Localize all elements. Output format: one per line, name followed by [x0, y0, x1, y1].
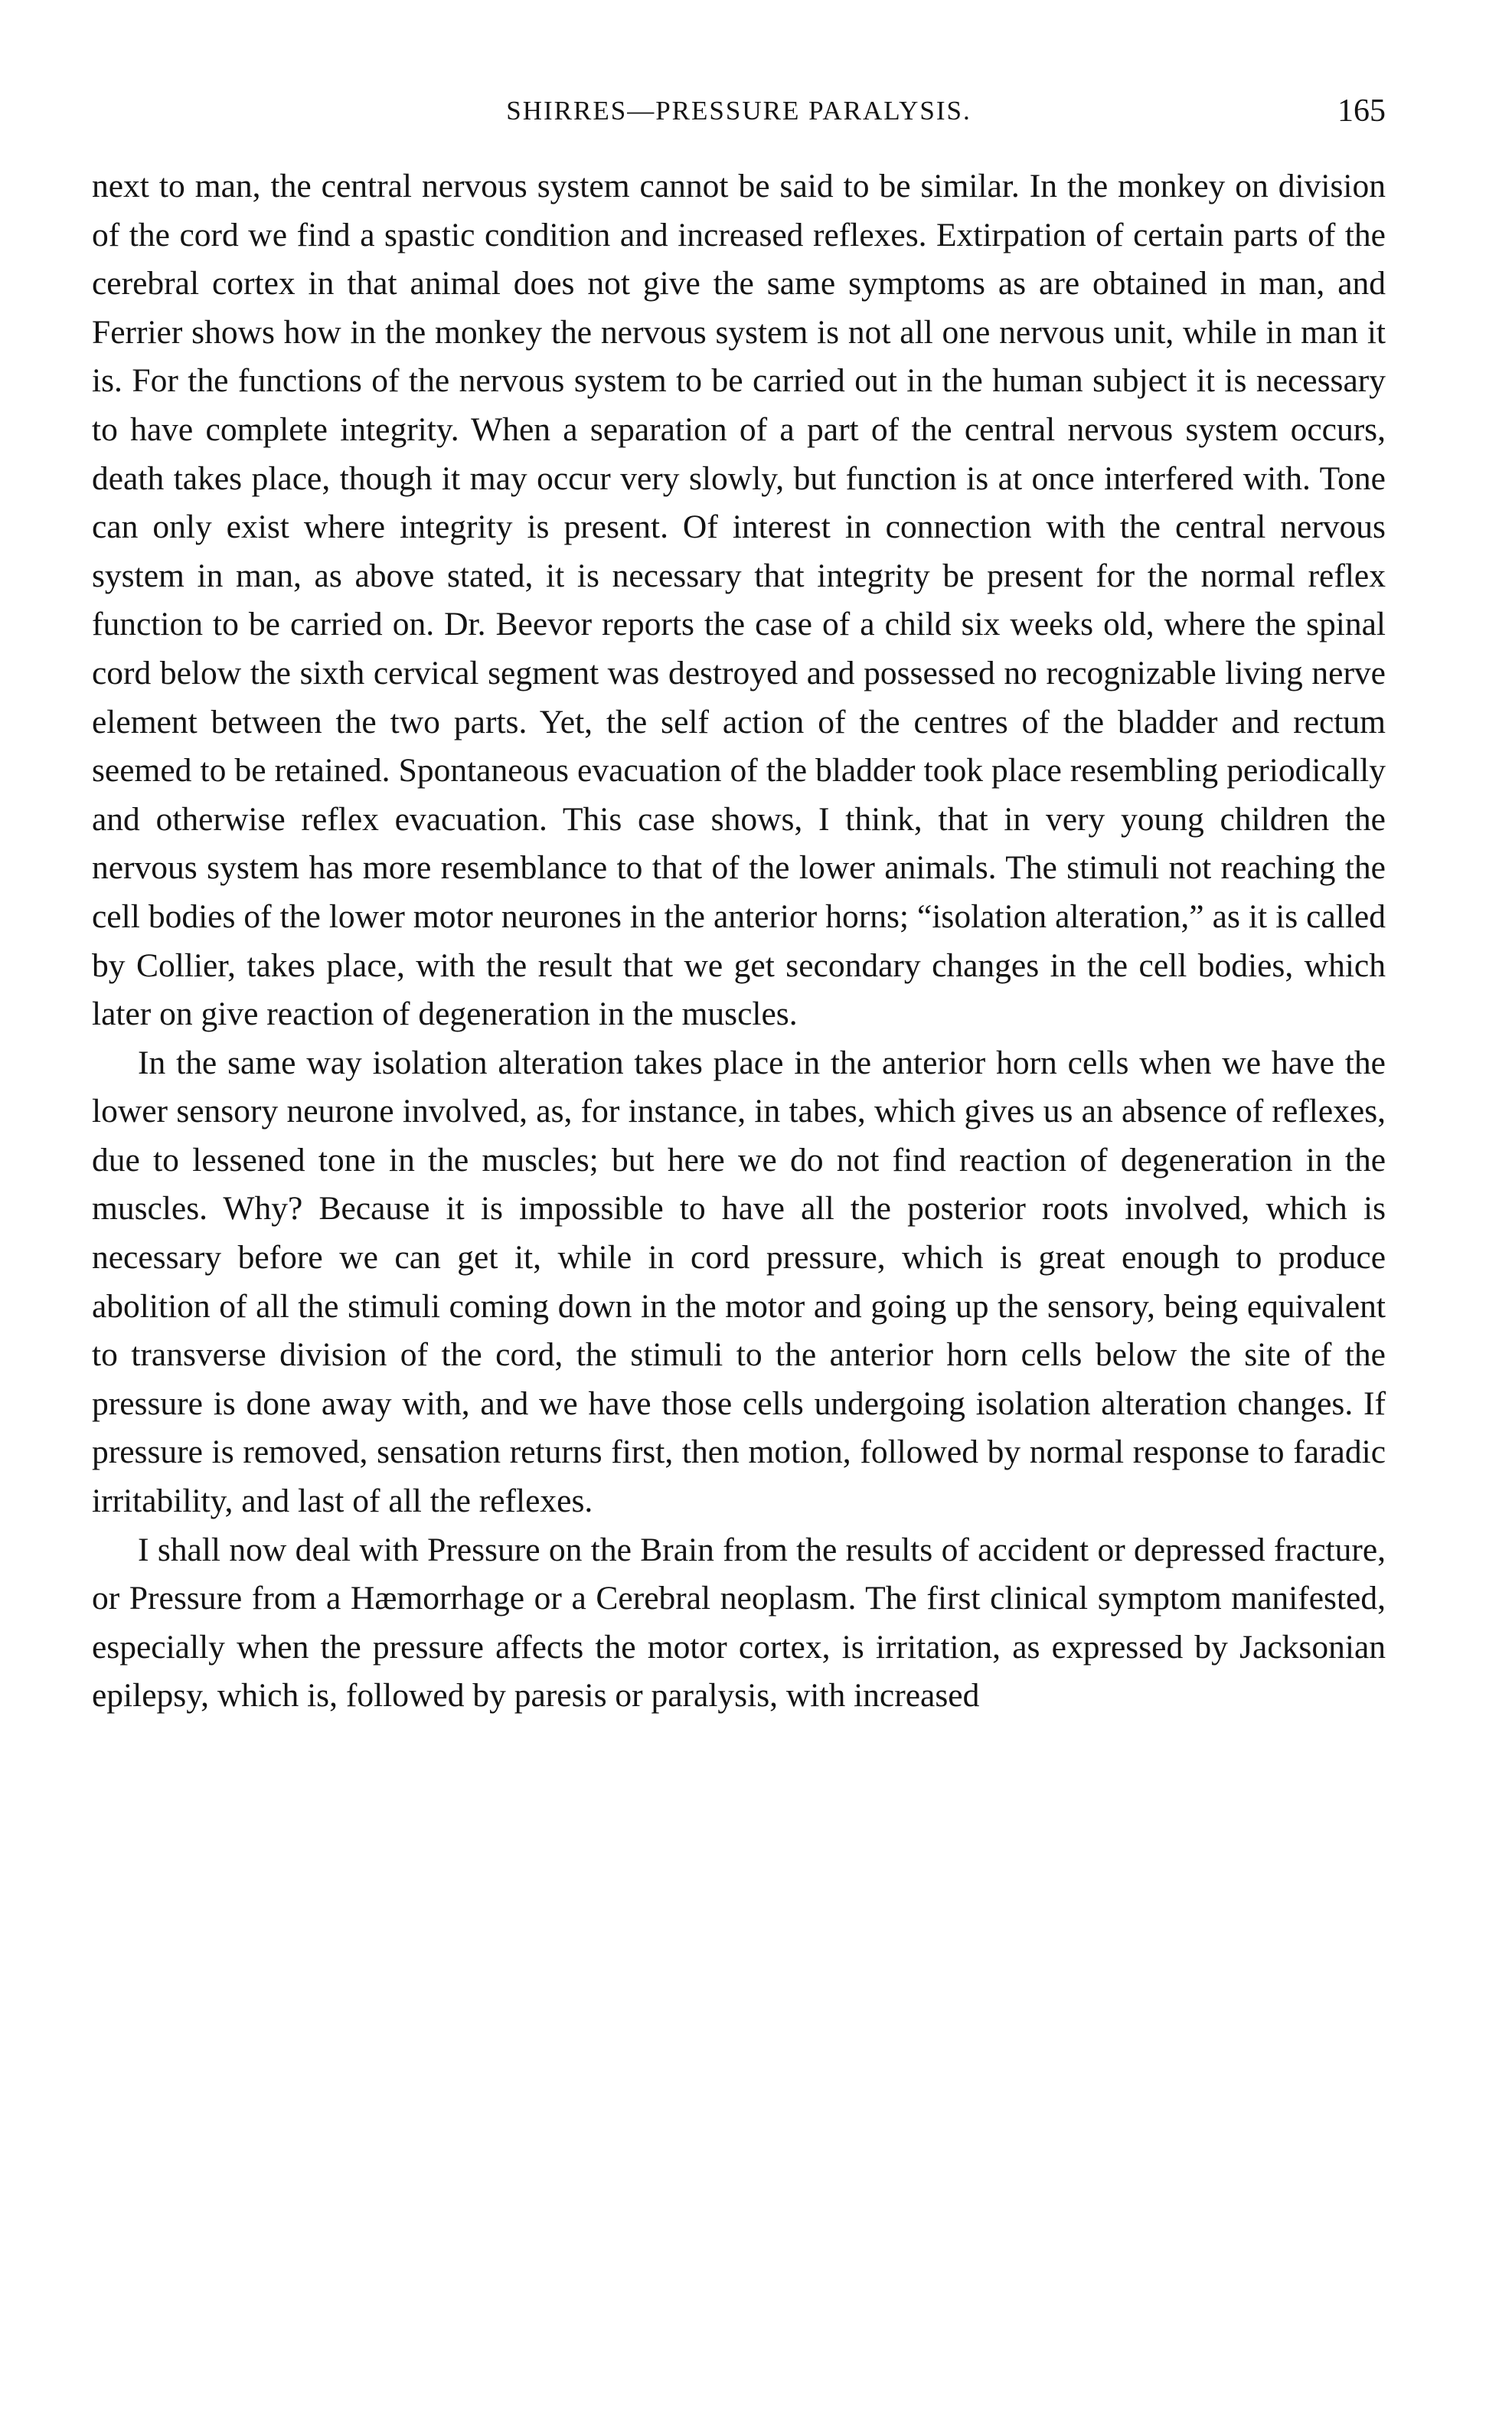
body-text [92, 162, 1386, 1721]
paragraph-1: next to man, the central nervous system cannot be said to be similar. In the monkey on division of the cord we find a spastic condition and increased reflexes. Extirpation of certain parts of the cerebral cortex in that animal does not give the same symptoms as are obtained in man, and Ferrier shows how in the monkey the nervous system is not all one nervous unit, while in man it is. For the functions of the nervous system to be carried out in the human subject it is necessary to have complete integrity. When a separation of a part of the central nervous system occurs, death takes place, though it may occur very slowly, but function is at once interfered with. Tone can only exist where integrity is present. Of interest in connection with the central nervous system in man, as above stated, it is necessary that integrity be present for the normal reflex function to be carried on. Dr. Beevor reports the case of a child six weeks old, where the spinal cord below the sixth cervical segment was destroyed and possessed no recognizable living nerve element between the two parts. Yet, the self action of the centres of the bladder and rectum seemed to be retained. Spontaneous evacuation of the bladder took place resembling periodically and otherwise reflex evacuation. This case shows, I think, that in very young children the nervous system has more resemblance to that of the lower animals. The stimuli not reaching the cell bodies of the lower motor neurones in the anterior horns; “isolation alteration,” as it is called by Collier, takes place, with the result that we get secondary changes in the cell bodies, which later on give reaction of degeneration in the muscles. [92, 168, 1386, 1033]
running-head [92, 84, 1386, 138]
paragraph-2: In the same way isolation alteration takes place in the anterior horn cells when we have the lower sensory neurone involved, as, for instance, in tabes, which gives us an absence of reflexes, due to lessened tone in the muscles; but here we do not find reaction of degeneration in the muscles. Why? Because it is impossible to have all the posterior roots involved, which is necessary before we can get it, while in cord pressure, which is great enough to produce abolition of all the stimuli coming down in the motor and going up the sensory, being equivalent to transverse division of the cord, the stimuli to the anterior horn cells below the site of the pressure is done away with, and we have those cells undergoing isolation alteration changes. If pressure is removed, sensation returns first, then motion, followed by normal response to faradic irritability, and last of all the reflexes. [92, 1044, 1386, 1520]
page-number: 165 [1337, 93, 1386, 129]
paragraph-3: I shall now deal with Pressure on the Brain from the results of accident or depressed fracture, or Pressure from a Hæmorrhage or a Cerebral neoplasm. The first clinical symptom manifested, especially when the pressure affects the motor cortex, is irritation, as expressed by Jacksonian epilepsy, which is, followed by paresis or paralysis, with increased [92, 1531, 1386, 1715]
running-title: SHIRRES—PRESSURE PARALYSIS. [506, 96, 972, 126]
